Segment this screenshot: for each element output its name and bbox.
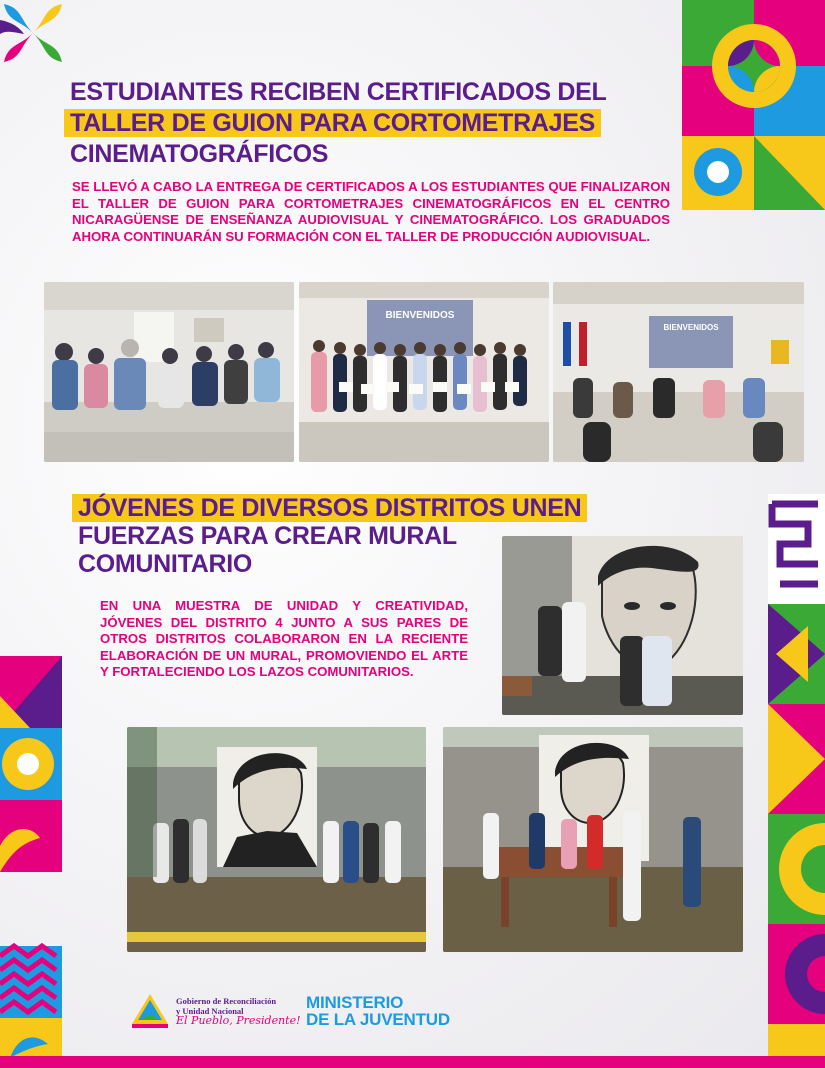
ministry-line1: MINISTERIO [306, 993, 404, 1012]
decorative-pattern-top-right [682, 0, 825, 210]
article1-title-line1: ESTUDIANTES RECIBEN CERTIFICADOS DEL [70, 78, 607, 106]
photo-mural-table [443, 727, 743, 952]
government-name [176, 996, 276, 1016]
ministry-line2: DE LA JUVENTUD [306, 1010, 450, 1029]
screen-welcome-text: BIENVENIDOS [385, 310, 455, 321]
article1-title-line2: TALLER DE GUION PARA CORTOMETRAJES [64, 109, 601, 137]
gov-line1: Gobierno de Reconciliación [176, 996, 277, 1006]
gov-line2: y Unidad Nacional [176, 1006, 244, 1016]
flower-logo-icon [0, 0, 66, 66]
photo-classroom [553, 282, 804, 462]
article1-body: SE LLEVÓ A CABO LA ENTREGA DE CERTIFICADOS A LOS ESTUDIANTES QUE FINALIZARON EL TALLER DE GUION PARA CORTOMETRAJES CINEMATOGRÁFICOS EN EL CENTRO NICARAGÜENSE DE ENSEÑANZA AUDIOVISUAL Y CINEMATOGRÁFICO. LOS GRADUADOS AHORA CONTINUARÁN SU FORMACIÓN CON EL TALLER DE PRODUCCIÓN AUDIOVISUAL. [72, 179, 670, 244]
decorative-pattern-left [0, 656, 62, 1068]
photo-audience [44, 282, 294, 462]
article1-title-line3: CINEMATOGRÁFICOS [70, 140, 329, 168]
footer-bar [0, 1056, 825, 1068]
screen-welcome-text-2: BIENVENIDOS [663, 323, 719, 332]
article2-title-line1: JÓVENES DE DIVERSOS DISTRITOS UNEN [72, 494, 587, 522]
photo-mural-painting [502, 536, 743, 715]
gov-slogan: El Pueblo, Presidente! [176, 1014, 301, 1027]
photo-mural-group [127, 727, 426, 952]
ministry-logo [306, 994, 450, 1028]
article2-title-line2: FUERZAS PARA CREAR MURAL [78, 522, 457, 550]
government-emblem-icon [128, 990, 172, 1030]
decorative-pattern-right [768, 494, 825, 1068]
photo-graduates [299, 282, 549, 462]
article2-body: EN UNA MUESTRA DE UNIDAD Y CREATIVIDAD, JÓVENES DEL DISTRITO 4 JUNTO A SUS PARES DE OTROS DISTRITOS COLABORARON EN LA RECIENTE ELABORACIÓN DE UN MURAL, PROMOVIENDO EL ARTE Y FORTALECIENDO LOS LAZOS COMUNITARIOS. [100, 598, 468, 679]
article2-title-line3: COMUNITARIO [78, 550, 252, 578]
